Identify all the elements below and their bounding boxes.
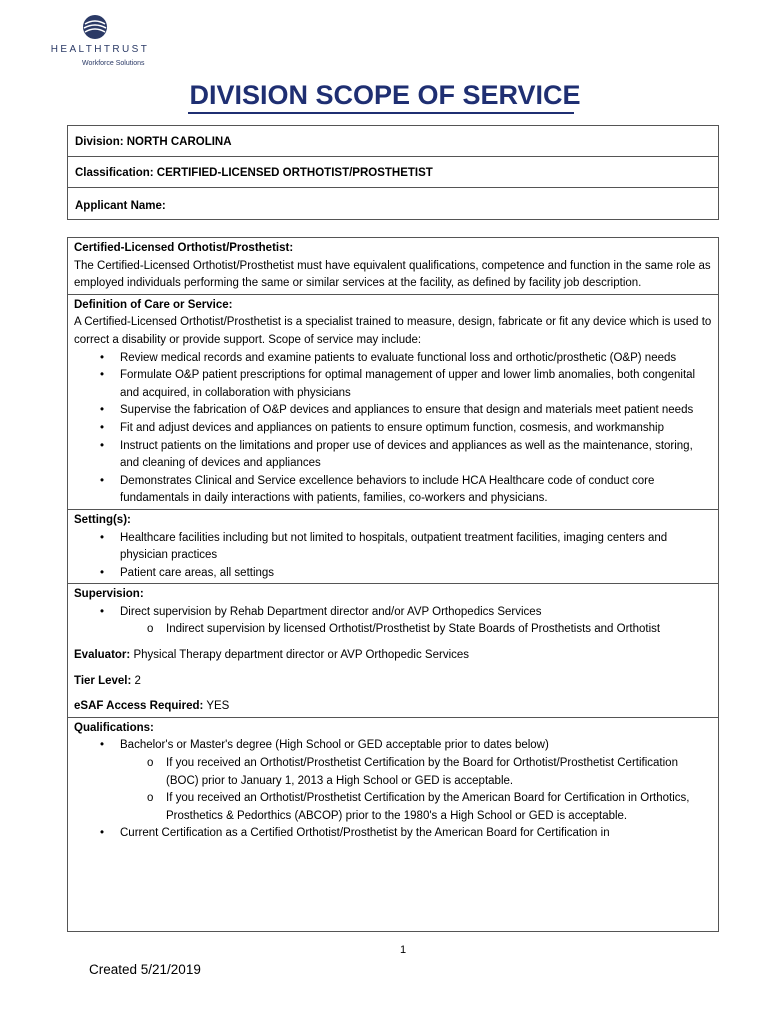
evaluator-label: Evaluator: [74,649,131,662]
settings-section [68,510,718,584]
qualifications-heading: Qualifications: [74,721,154,734]
certified-section [68,238,718,295]
list-item: • Patient care areas, all settings [74,565,712,583]
tier-value: 2 [131,674,141,687]
definition-text: A Certified-Licensed Orthotist/Prosthetist is a specialist trained to measure, design, fabricate or fit any device which is used to correct a disability or provide support. Scope of service may include: [74,316,712,346]
header-table [67,125,719,220]
supervision-heading: Supervision: [74,588,144,601]
certified-heading: Certified-Licensed Orthotist/Prosthetist: [74,242,294,254]
page-title: DIVISION SCOPE OF SERVICE [189,80,581,110]
qualifications-list [74,737,712,755]
created-date: Created 5/21/2019 [89,962,201,977]
list-item: • Fit and adjust devices and appliances on patients to ensure optimum function, cosmesis, and workmanship [74,420,712,438]
globe-logo-icon [82,14,108,42]
division-row: Division: NORTH CAROLINA [68,126,718,157]
tier-label: Tier Level: [74,674,132,687]
supervision-sublist [74,621,712,639]
evaluator-value: Physical Therapy department director or AVP Orthopedic Services [130,649,470,662]
page-number: 1 [400,944,407,956]
qualifications-sublist [74,755,712,825]
list-item: • Supervise the fabrication of O&P devices and appliances to ensure that design and materials meet patient needs [74,402,712,420]
esaf-value: YES [203,700,230,713]
settings-list [74,530,712,583]
list-item: • Instruct patients on the limitations and proper use of devices and appliances as well as the maintenance, storing, and cleaning of devices and appliances [74,438,712,473]
applicant-name-row: Applicant Name: [75,200,166,212]
definition-list [74,350,712,508]
logo-subtitle: Workforce Solutions [82,60,145,67]
esaf-label: eSAF Access Required: [74,700,204,713]
qualifications-list-2 [74,825,712,843]
scope-table [67,237,719,932]
logo-name: HEALTHTRUST [50,44,150,55]
settings-heading: Setting(s): [74,513,131,526]
list-item: o If you received an Orthotist/Prosthetist Certification by the American Board for Certification in Orthotics, Prosthetics & Pedorthics (ABCOP) prior to the 1980's a High School or GED is acceptable. [74,790,712,825]
list-item: • Healthcare facilities including but not limited to hospitals, outpatient treatment facilities, imaging centers and physician practices [74,530,712,565]
list-item: • Current Certification as a Certified Orthotist/Prosthetist by the American Board for Certification in [74,825,712,843]
list-item: • Formulate O&P patient prescriptions for optimal management of upper and lower limb anomalies, both congenital and acquired, in collaboration with physicians [74,367,712,402]
tier-line [74,673,712,691]
list-item: • Review medical records and examine patients to evaluate functional loss and orthotic/prosthetic (O&P) needs [74,350,712,368]
list-item: • Bachelor's or Master's degree (High School or GED acceptable prior to dates below) [74,737,712,755]
list-item: o Indirect supervision by licensed Orthotist/Prosthetist by State Boards of Prosthetists and Orthotist [74,621,712,639]
esaf-line [74,698,712,716]
certified-text: The Certified-Licensed Orthotist/Prosthetist must have equivalent qualifications, competence and function in the same role as employed individuals performing the same or similar services at the facility, as defined by facility job description. [74,259,711,290]
definition-heading: Definition of Care or Service: [74,298,233,311]
list-item: • Direct supervision by Rehab Department director and/or AVP Orthopedics Services [74,604,712,622]
qualifications-section [68,718,718,844]
definition-section [68,295,718,510]
evaluator-line [74,647,712,665]
supervision-list [74,604,712,622]
list-item: o If you received an Orthotist/Prosthetist Certification by the Board for Orthotist/Prosthetist Certification (BOC) prior to January 1, 2013 a High School or GED is acceptable. [74,755,712,790]
supervision-section [68,584,718,718]
classification-row: Classification: CERTIFIED-LICENSED ORTHOTIST/PROSTHETIST [68,157,718,188]
healthtrust-logo [40,14,160,72]
list-item: • Demonstrates Clinical and Service excellence behaviors to include HCA Healthcare code of conduct core fundamentals in daily interactions with patients, families, co-workers and physicians. [74,473,712,508]
title-underline [188,112,574,114]
